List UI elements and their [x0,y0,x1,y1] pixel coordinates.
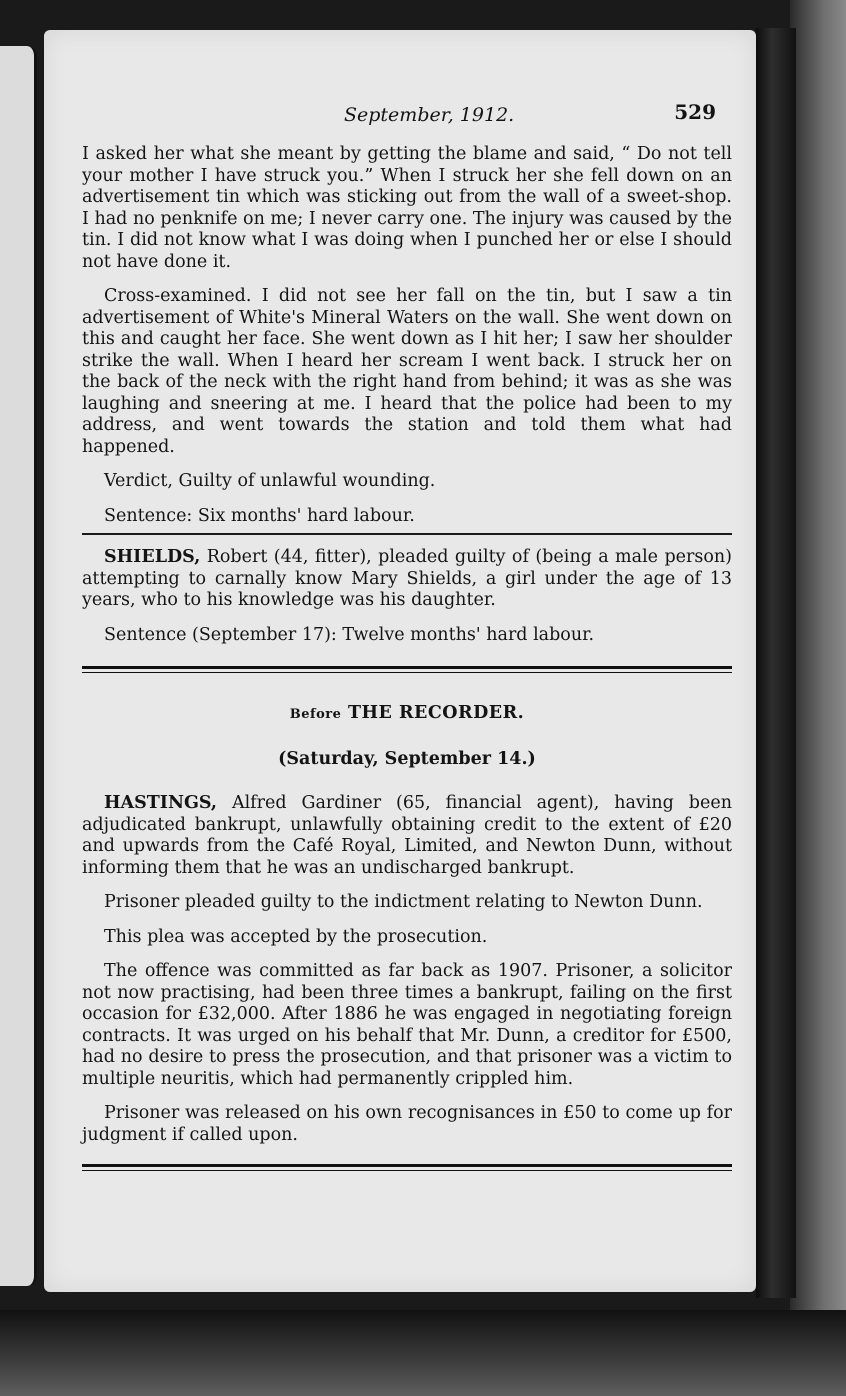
page-content [82,30,732,1201]
plea-accepted-line: This plea was accepted by the prosecution. [104,926,488,947]
case-divider [82,533,732,535]
case-text: Robert (44, fitter), pleaded guilty of (being a male person) attempting to carnally know Mary Shields, a girl under the age of 13 years, who to his knowledge was his daughter. [82,547,732,610]
plea-line: Prisoner pleaded guilty to the indictment relating to Newton Dunn. [104,892,703,912]
testimony-paragraph: I asked her what she meant by getting the blame and said, “ Do not tell your mother I have struck you.” When I struck her she fell down on an advertisement tin which was sticking out from the wall of a sweet-shop. I had no penknife on me; I never carry one. The injury was caused by the tin. I did not know what I was doing when I punched her or else I should not have done it. [82,144,732,272]
book-spine [756,28,796,1298]
before-label: Before [289,707,342,722]
case-paragraph-hastings [82,793,732,879]
court-heading [82,703,732,723]
book-page [44,30,756,1292]
page-number: 529 [674,100,716,124]
background-paragraph: The offence was committed as far back as 1907. Prisoner, a solicitor not now practising, had been three times a bankrupt, failing on the first occasion for £32,000. After 1886 he was engaged in negotiating foreign contracts. It was urged on his behalf that Mr. Dunn, a creditor for £500, had no desire to press the prosecution, and that prisoner was a victim to multiple neuritis, which had permanently crippled him. [82,961,732,1089]
running-head [82,100,732,144]
sentence-line: Sentence (September 17): Twelve months' hard labour. [104,624,595,645]
session-date: (Saturday, September 14.) [278,749,536,769]
verdict-line: Verdict, Guilty of unlawful wounding. [104,471,436,491]
defendant-name: HASTINGS, [104,793,218,813]
running-title: September, 1912. [344,104,515,126]
outcome-paragraph: Prisoner was released on his own recognisances in £50 to come up for judgment if called upon. [82,1103,732,1145]
facing-page-edge [0,46,37,1286]
end-double-rule [82,1164,732,1171]
background-bottom [0,1310,846,1396]
judge-name: THE RECORDER. [348,703,525,723]
background-right [790,0,846,1396]
defendant-name: SHIELDS, [104,547,201,567]
section-double-rule [82,666,732,673]
sentence-line: Sentence: Six months' hard labour. [104,505,415,526]
case-paragraph-shields [82,547,732,612]
cross-examination-paragraph: Cross-examined. I did not see her fall on the tin, but I saw a tin advertisement of White's Mineral Waters on the wall. She went down on this and caught her face. She went down as I hit her; I saw her shoulder strike the wall. When I heard her scream I went back. I struck her on the back of the neck with the right hand from behind; it was as she was laughing and sneering at me. I heard that the police had been to my address, and went towards the station and told them what had happened. [82,286,732,457]
case-text: Alfred Gardiner (65, financial agent), having been adjudicated bankrupt, unlawfully obtaining credit to the extent of £20 and upwards from the Café Royal, Limited, and Newton Dunn, without informing them that he was an undischarged bankrupt. [82,793,732,878]
